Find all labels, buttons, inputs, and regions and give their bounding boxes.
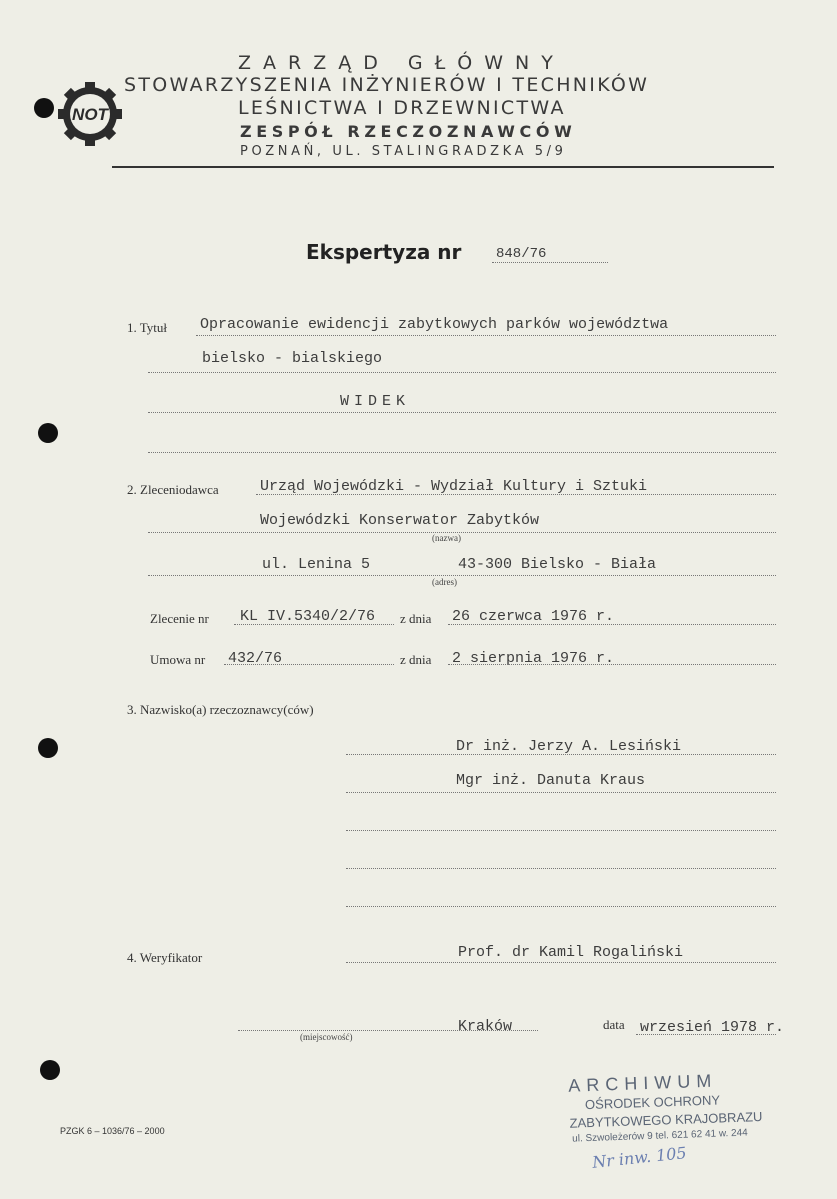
contract-label: Umowa nr: [150, 652, 206, 667]
punch-hole: [40, 1060, 60, 1080]
header-line-4: ZESPÓŁ RZECZOZNAWCÓW: [240, 122, 577, 141]
client-street: ul. Lenina 5: [262, 556, 371, 573]
stamp-line-2: OŚRODEK OCHRONY: [584, 1092, 721, 1113]
verification-date: wrzesień 1978 r.: [640, 1019, 785, 1036]
punch-hole: [38, 423, 58, 443]
title-line-1: Opracowanie ewidencji zabytkowych parków województwa: [200, 316, 669, 333]
caption-address: (adres): [432, 577, 457, 587]
document-number: 848/76: [496, 246, 547, 262]
client-line-1: Urząd Wojewódzki - Wydział Kultury i Sztuki: [260, 478, 648, 495]
title-line-3: WIDEK: [340, 393, 411, 410]
verifier-name: Prof. dr Kamil Rogaliński: [458, 944, 684, 961]
handwritten-inventory-number: Nr inw. 105: [591, 1143, 688, 1172]
header-line-5: POZNAŃ, UL. STALINGRADZKA 5/9: [240, 144, 567, 159]
experts-label: 3. Nazwisko(a) rzeczoznawcy(ców): [127, 702, 314, 717]
client-line-2: Wojewódzki Konserwator Zabytków: [260, 512, 540, 529]
header-line-1: ZARZĄD GŁÓWNY: [238, 52, 565, 74]
order-label: Zlecenie nr: [150, 611, 209, 626]
order-number: KL IV.5340/2/76: [240, 608, 376, 625]
contract-number: 432/76: [228, 650, 283, 667]
stamp-line-4: ul. Szwoleżerów 9 tel. 621 62 41 w. 244: [572, 1127, 748, 1145]
svg-text:NOT: NOT: [72, 105, 108, 124]
verifier-label: 4. Weryfikator: [127, 950, 203, 965]
document-title: Ekspertyza nr: [306, 240, 462, 264]
date-label: data: [603, 1017, 625, 1032]
punch-hole: [38, 738, 58, 758]
client-label: 2. Zleceniodawca: [127, 482, 219, 497]
header-rule: [112, 166, 774, 168]
verification-city: Kraków: [458, 1018, 513, 1035]
caption-place: (miejscowość): [300, 1032, 353, 1042]
not-logo-icon: [56, 80, 124, 148]
client-city: 43-300 Bielsko - Biała: [458, 556, 657, 573]
header-line-3: LEŚNICTWA I DRZEWNICTWA: [238, 97, 566, 119]
expert-2: Mgr inż. Danuta Kraus: [456, 772, 646, 789]
expert-1: Dr inż. Jerzy A. Lesiński: [456, 738, 682, 755]
header-line-2: STOWARZYSZENIA INŻYNIERÓW I TECHNIKÓW: [124, 74, 650, 96]
title-line-2: bielsko - bialskiego: [202, 350, 383, 367]
contract-date-label: z dnia: [400, 652, 432, 667]
caption-name: (nazwa): [432, 533, 461, 543]
order-date-label: z dnia: [400, 611, 432, 626]
punch-hole: [34, 98, 54, 118]
stamp-line-1: ARCHIWUM: [567, 1070, 718, 1096]
title-label: 1. Tytuł: [127, 320, 168, 335]
order-date: 26 czerwca 1976 r.: [452, 608, 615, 625]
print-code: PZGK 6 – 1036/76 – 2000: [60, 1126, 165, 1136]
stamp-line-3: ZABYTKOWEGO KRAJOBRAZU: [569, 1108, 763, 1131]
contract-date: 2 sierpnia 1976 r.: [452, 650, 615, 667]
